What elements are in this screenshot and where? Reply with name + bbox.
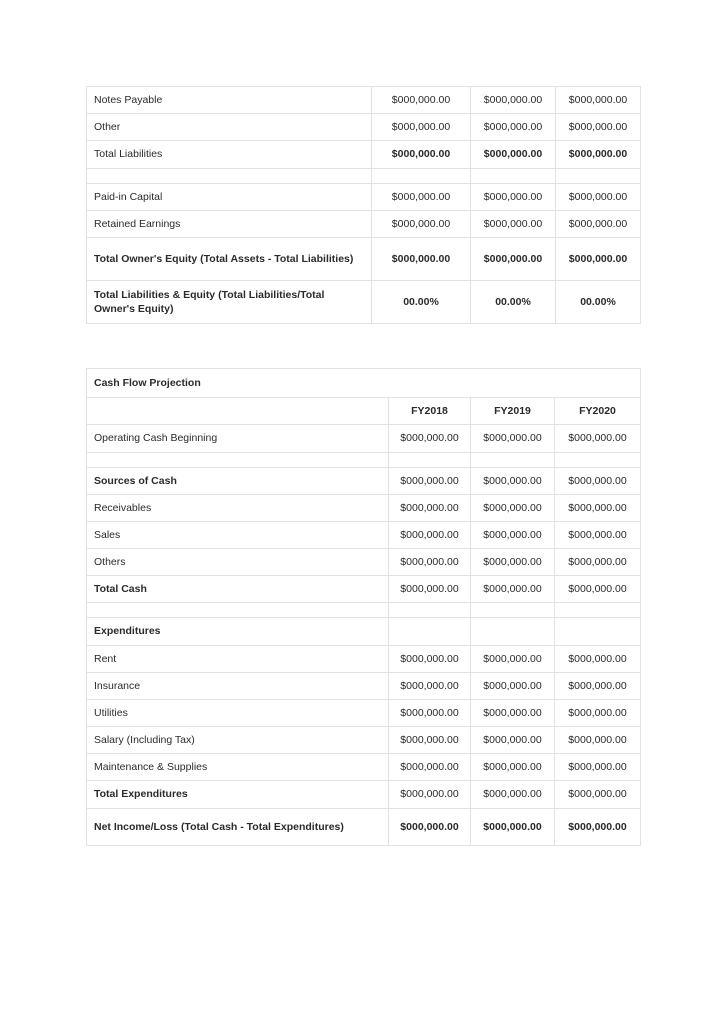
row-value-3: $000,000.00 <box>555 576 641 603</box>
row-label: Sales <box>87 521 389 548</box>
table-row <box>87 808 641 845</box>
row-value-2: $000,000.00 <box>471 781 555 808</box>
row-label: Maintenance & Supplies <box>87 754 389 781</box>
row-label: Total Liabilities <box>87 141 372 168</box>
row-label: Other <box>87 114 372 141</box>
row-value-2: $000,000.00 <box>471 808 555 845</box>
row-value-1: $000,000.00 <box>372 237 471 280</box>
cash-flow-body <box>87 369 641 846</box>
row-value-2: $000,000.00 <box>471 494 555 521</box>
column-header-fy2020: FY2020 <box>555 398 641 425</box>
row-value-3: $000,000.00 <box>555 494 641 521</box>
table-row <box>87 781 641 808</box>
row-value-2: $000,000.00 <box>471 87 556 114</box>
row-label: Sources of Cash <box>87 467 389 494</box>
row-value-3 <box>555 603 641 618</box>
row-value-2: $000,000.00 <box>471 114 556 141</box>
row-value-2: $000,000.00 <box>471 237 556 280</box>
row-value-2: $000,000.00 <box>471 727 555 754</box>
row-value-1: $000,000.00 <box>389 467 471 494</box>
row-value-1: $000,000.00 <box>389 425 471 452</box>
row-label: Utilities <box>87 699 389 726</box>
row-value-2: $000,000.00 <box>471 183 556 210</box>
row-value-1: $000,000.00 <box>372 210 471 237</box>
table-row <box>87 618 641 645</box>
row-value-3: $000,000.00 <box>555 672 641 699</box>
row-value-1: 00.00% <box>372 280 471 323</box>
table-row <box>87 494 641 521</box>
column-header-fy2018: FY2018 <box>389 398 471 425</box>
row-value-3: 00.00% <box>556 280 641 323</box>
row-value-1: $000,000.00 <box>389 699 471 726</box>
row-value-1: $000,000.00 <box>389 576 471 603</box>
row-label: Operating Cash Beginning <box>87 425 389 452</box>
row-value-2: $000,000.00 <box>471 672 555 699</box>
cash-flow-title: Cash Flow Projection <box>87 369 641 398</box>
table-row <box>87 549 641 576</box>
row-value-1: $000,000.00 <box>389 672 471 699</box>
row-value-2: $000,000.00 <box>471 210 556 237</box>
row-label: Total Liabilities & Equity (Total Liabilities/Total Owner's Equity) <box>87 280 372 323</box>
row-value-1: $000,000.00 <box>389 521 471 548</box>
row-value-3: $000,000.00 <box>556 183 641 210</box>
row-value-1 <box>372 168 471 183</box>
table-row <box>87 87 641 114</box>
row-label: Total Owner's Equity (Total Assets - Total Liabilities) <box>87 237 372 280</box>
row-value-3: $000,000.00 <box>556 210 641 237</box>
row-value-3: $000,000.00 <box>556 141 641 168</box>
row-value-1: $000,000.00 <box>372 87 471 114</box>
row-value-1: $000,000.00 <box>389 645 471 672</box>
table-row <box>87 576 641 603</box>
row-value-2 <box>471 452 555 467</box>
cash-flow-projection-table <box>86 368 641 846</box>
row-value-3: $000,000.00 <box>555 808 641 845</box>
table-row <box>87 699 641 726</box>
row-label: Insurance <box>87 672 389 699</box>
row-value-1: $000,000.00 <box>372 114 471 141</box>
row-value-3: $000,000.00 <box>555 699 641 726</box>
row-value-1: $000,000.00 <box>389 808 471 845</box>
row-value-3: $000,000.00 <box>555 754 641 781</box>
row-value-3: $000,000.00 <box>555 521 641 548</box>
table-row <box>87 603 641 618</box>
table-row <box>87 467 641 494</box>
table-row <box>87 183 641 210</box>
row-label: Net Income/Loss (Total Cash - Total Expenditures) <box>87 808 389 845</box>
row-value-3: $000,000.00 <box>555 549 641 576</box>
row-label: Receivables <box>87 494 389 521</box>
row-label: Total Expenditures <box>87 781 389 808</box>
table-row <box>87 425 641 452</box>
row-value-1: $000,000.00 <box>372 141 471 168</box>
table-row <box>87 452 641 467</box>
row-value-2 <box>471 603 555 618</box>
row-value-2: $000,000.00 <box>471 521 555 548</box>
table-row <box>87 280 641 323</box>
table-row <box>87 141 641 168</box>
row-value-3: $000,000.00 <box>555 425 641 452</box>
row-value-1: $000,000.00 <box>372 183 471 210</box>
row-value-2: $000,000.00 <box>471 576 555 603</box>
row-label <box>87 603 389 618</box>
row-value-2: $000,000.00 <box>471 549 555 576</box>
row-label: Total Cash <box>87 576 389 603</box>
row-value-3: $000,000.00 <box>555 781 641 808</box>
row-value-1: $000,000.00 <box>389 549 471 576</box>
row-value-3: $000,000.00 <box>556 237 641 280</box>
row-value-2: $000,000.00 <box>471 645 555 672</box>
cash-flow-title-row <box>87 369 641 398</box>
row-value-3: $000,000.00 <box>555 727 641 754</box>
row-value-3: $000,000.00 <box>555 645 641 672</box>
row-value-2: $000,000.00 <box>471 754 555 781</box>
row-label: Notes Payable <box>87 87 372 114</box>
row-label: Expenditures <box>87 618 389 645</box>
row-value-1 <box>389 618 471 645</box>
row-value-2: $000,000.00 <box>471 699 555 726</box>
balance-sheet-body <box>87 87 641 324</box>
row-value-1: $000,000.00 <box>389 781 471 808</box>
row-label: Salary (Including Tax) <box>87 727 389 754</box>
row-label: Retained Earnings <box>87 210 372 237</box>
row-value-1: $000,000.00 <box>389 494 471 521</box>
row-label: Rent <box>87 645 389 672</box>
row-value-2: $000,000.00 <box>471 141 556 168</box>
table-row <box>87 114 641 141</box>
row-value-3 <box>555 618 641 645</box>
row-value-2: 00.00% <box>471 280 556 323</box>
table-row <box>87 168 641 183</box>
balance-sheet-table <box>86 86 641 324</box>
cash-flow-header-row <box>87 398 641 425</box>
row-value-1 <box>389 603 471 618</box>
row-value-1: $000,000.00 <box>389 727 471 754</box>
column-header-blank <box>87 398 389 425</box>
row-value-3: $000,000.00 <box>556 87 641 114</box>
row-value-1 <box>389 452 471 467</box>
table-row <box>87 521 641 548</box>
row-value-2 <box>471 618 555 645</box>
row-label: Paid-in Capital <box>87 183 372 210</box>
table-row <box>87 754 641 781</box>
row-value-3: $000,000.00 <box>556 114 641 141</box>
table-row <box>87 237 641 280</box>
row-label <box>87 452 389 467</box>
row-value-2: $000,000.00 <box>471 467 555 494</box>
row-value-2: $000,000.00 <box>471 425 555 452</box>
row-value-2 <box>471 168 556 183</box>
row-value-3: $000,000.00 <box>555 467 641 494</box>
row-value-3 <box>556 168 641 183</box>
table-row <box>87 645 641 672</box>
row-value-3 <box>555 452 641 467</box>
table-row <box>87 672 641 699</box>
row-value-1: $000,000.00 <box>389 754 471 781</box>
table-row <box>87 210 641 237</box>
row-label: Others <box>87 549 389 576</box>
row-label <box>87 168 372 183</box>
column-header-fy2019: FY2019 <box>471 398 555 425</box>
table-row <box>87 727 641 754</box>
